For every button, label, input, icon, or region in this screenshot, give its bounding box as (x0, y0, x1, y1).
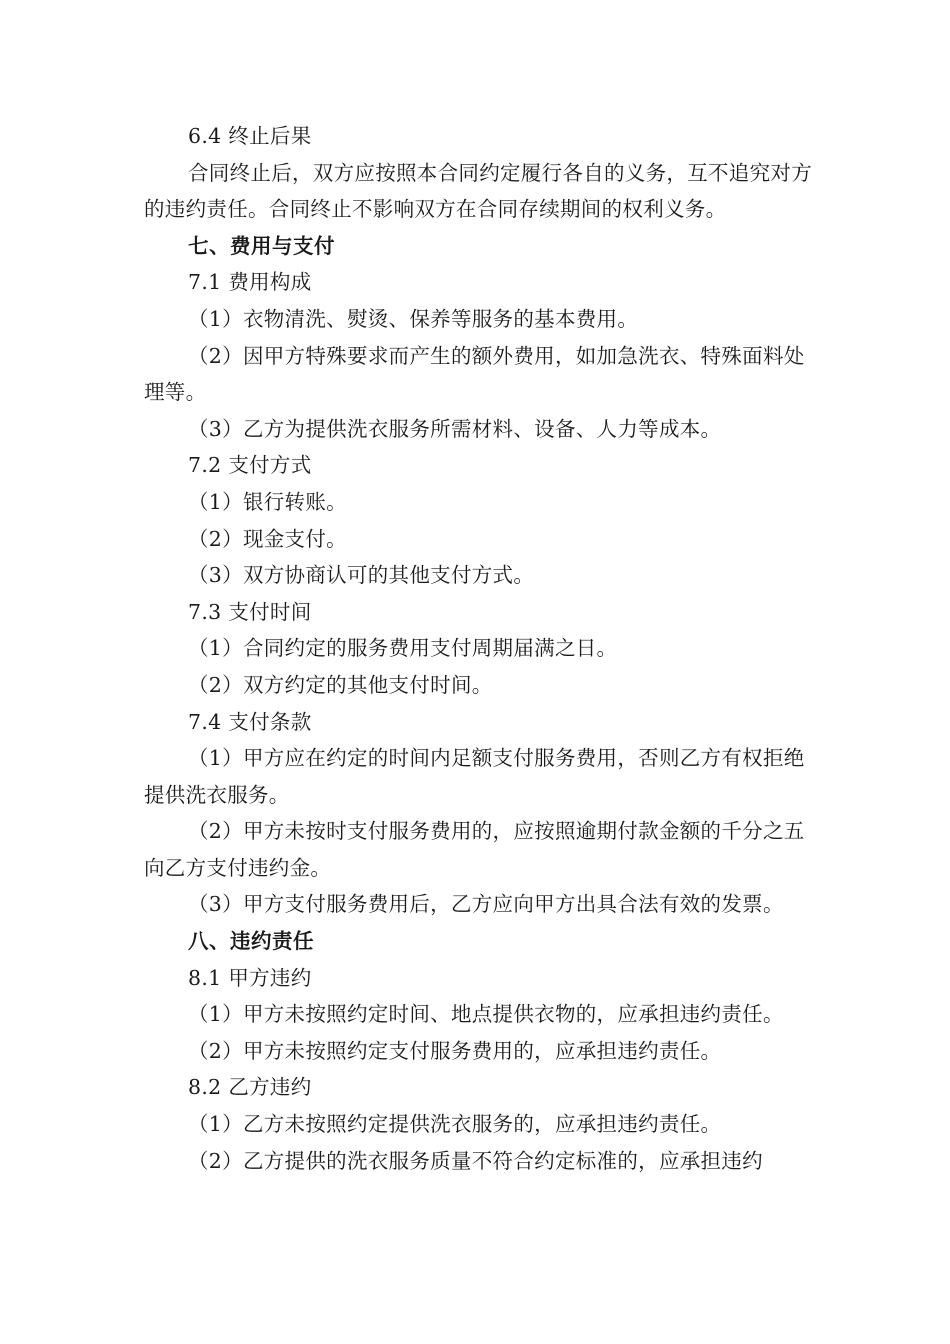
list-item: （3）乙方为提供洗衣服务所需材料、设备、人力等成本。 (188, 416, 722, 441)
paragraph: 合同终止后，双方应按照本合同约定履行各自的义务，互不追究对方的违约责任。合同终止不影响双方在合同存续期间的权利义务。 (144, 160, 812, 222)
section-heading: 八、违约责任 (188, 929, 314, 954)
subsection-title: 7.2 支付方式 (188, 453, 312, 478)
list-item: （2）双方约定的其他支付时间。 (188, 672, 493, 697)
subsection-title: 7.4 支付条款 (188, 709, 312, 734)
list-item: （2）现金支付。 (188, 526, 347, 551)
list-item: （1）甲方未按照约定时间、地点提供衣物的，应承担违约责任。 (188, 1002, 784, 1027)
document-body (144, 118, 814, 1179)
list-item: （1）甲方应在约定的时间内足额支付服务费用，否则乙方有权拒绝提供洗衣服务。 (144, 746, 805, 807)
subsection-title: 7.3 支付时间 (188, 599, 312, 624)
subsection-title: 8.1 甲方违约 (188, 965, 312, 990)
list-item: （1）合同约定的服务费用支付周期届满之日。 (188, 636, 618, 661)
list-item: （2）因甲方特殊要求而产生的额外费用，如加急洗衣、特殊面料处理等。 (144, 343, 805, 405)
subsection-title: 7.1 费用构成 (188, 270, 312, 295)
list-item: （3）双方协商认可的其他支付方式。 (188, 563, 535, 588)
list-item: （2）甲方未按时支付服务费用的，应按照逾期付款金额的千分之五向乙方支付违约金。 (144, 819, 805, 880)
list-item: （1）乙方未按照约定提供洗衣服务的，应承担违约责任。 (188, 1112, 722, 1137)
subsection-title: 6.4 终止后果 (188, 124, 312, 148)
section-heading: 七、费用与支付 (188, 233, 335, 258)
list-item: （1）衣物清洗、熨烫、保养等服务的基本费用。 (188, 306, 639, 331)
list-item: （2）乙方提供的洗衣服务质量不符合约定标准的，应承担违约 (188, 1148, 763, 1173)
subsection-title: 8.2 乙方违约 (188, 1075, 312, 1100)
list-item: （3）甲方支付服务费用后，乙方应向甲方出具合法有效的发票。 (188, 892, 784, 917)
list-item: （2）甲方未按照约定支付服务费用的，应承担违约责任。 (188, 1038, 722, 1063)
list-item: （1）银行转账。 (188, 489, 347, 514)
